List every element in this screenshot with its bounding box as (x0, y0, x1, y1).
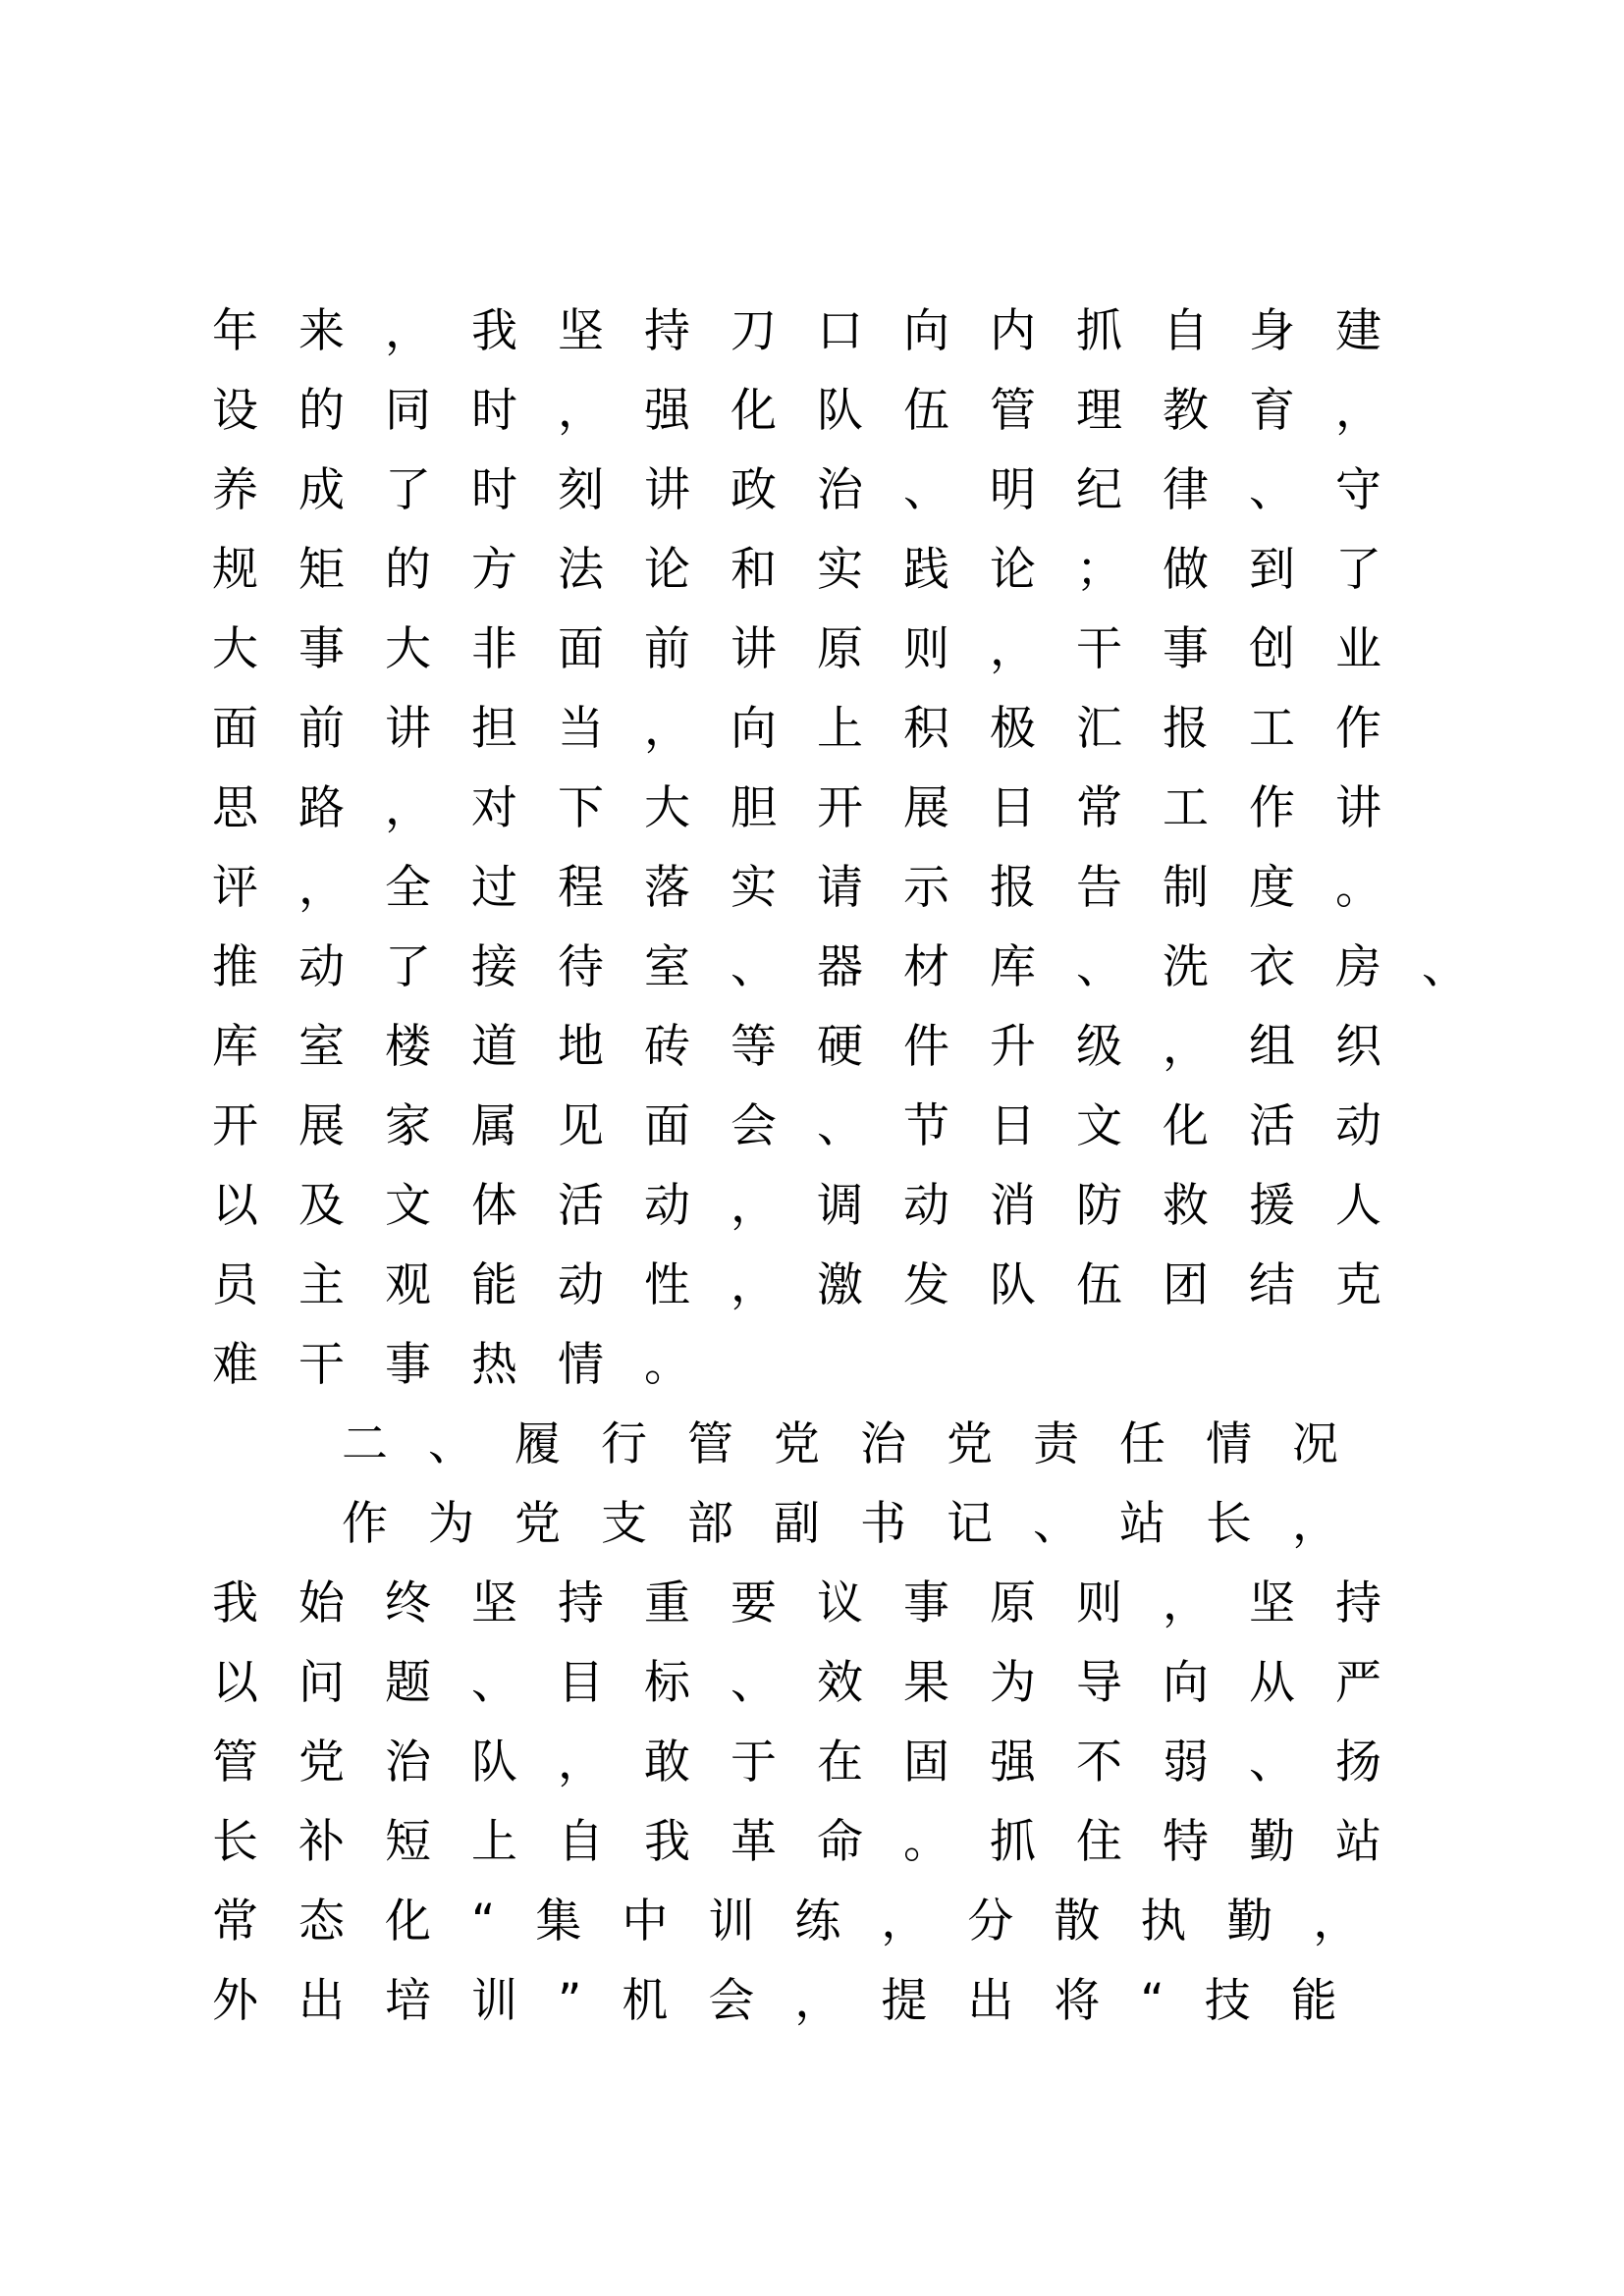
body-text-line: 长补短上自我革命。抓住特勤站 (212, 1815, 1422, 1869)
body-text-line: 推动了接待室、器材库、洗衣房、 (212, 940, 1508, 994)
section-heading: 二、履行管党治党责任情况 (342, 1417, 1379, 1471)
body-text-line: 难干事热情。 (212, 1338, 731, 1392)
body-text-line: 以问题、目标、效果为导向从严 (212, 1656, 1422, 1710)
body-text-line: 规矩的方法论和实践论；做到了 (212, 543, 1422, 597)
body-text-line: 我始终坚持重要议事原则，坚持 (212, 1576, 1422, 1630)
body-text-line: 年来，我坚持刀口向内抓自身建 (212, 304, 1422, 358)
body-text-line: 评，全过程落实请示报告制度。 (212, 861, 1422, 915)
body-text-line: 员主观能动性，激发队伍团结克 (212, 1258, 1422, 1312)
body-text-line: 管党治队，敢于在固强不弱、扬 (212, 1735, 1422, 1789)
body-text-line: 常态化“集中训练，分散执勤， (212, 1895, 1400, 1949)
body-text-line: 设的同时，强化队伍管理教育， (212, 384, 1422, 438)
body-text-line: 外出培训”机会，提出将“技能 (212, 1974, 1378, 2028)
body-text-line: 大事大非面前讲原则，干事创业 (212, 622, 1422, 676)
body-text-line: 开展家属见面会、节日文化活动 (212, 1099, 1422, 1153)
body-text-line: 以及文体活动，调动消防救援人 (212, 1179, 1422, 1233)
body-text-line: 养成了时刻讲政治、明纪律、守 (212, 463, 1422, 517)
body-text-line: 面前讲担当，向上积极汇报工作 (212, 702, 1422, 756)
body-text-line: 作为党支部副书记、站长， (342, 1497, 1379, 1551)
body-text-line: 思路，对下大胆开展日常工作讲 (212, 781, 1422, 835)
body-text-line: 库室楼道地砖等硬件升级，组织 (212, 1020, 1422, 1074)
